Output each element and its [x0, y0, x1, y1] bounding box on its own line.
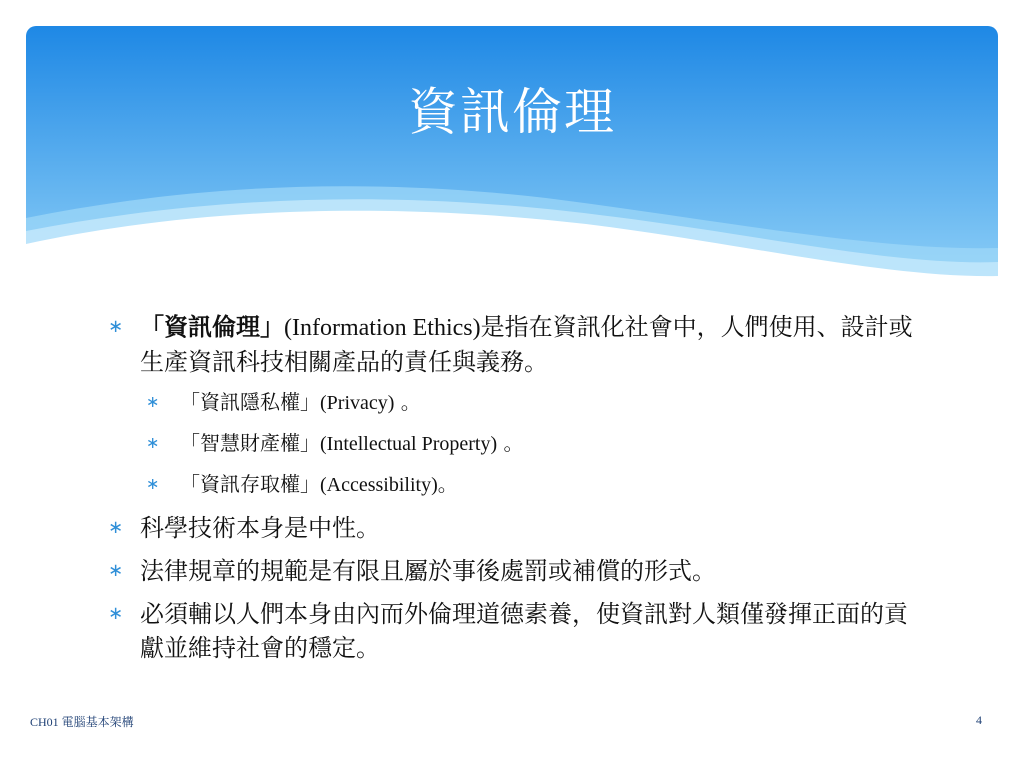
bullet-item — [108, 470, 928, 499]
footer-chapter: CH01 電腦基本架構 — [30, 715, 134, 729]
bullet-text: 是指在資訊化社會中，人們使用、設計或生產資訊科技相關產品的責任與義務。 — [140, 313, 913, 376]
wave-background — [26, 26, 998, 286]
page-number: 4 — [976, 713, 982, 727]
asterisk-bullet-icon: ∗ — [108, 517, 124, 538]
bullet-text: (Privacy) — [320, 392, 395, 414]
asterisk-bullet-icon: ∗ — [108, 316, 124, 337]
bullet-text: 。 — [497, 431, 524, 455]
bullet-text: 「資訊隱私權」 — [180, 390, 320, 414]
bullet-text: (Intellectual Property) — [320, 433, 498, 455]
bullet-text: 。 — [437, 472, 458, 496]
bullet-text: 「資訊存取權」 — [180, 472, 320, 496]
bullet-text: 法律規章的規範是有限且屬於事後處罰或補償的形式。 — [140, 557, 716, 585]
bullet-item — [108, 511, 928, 545]
title-banner — [26, 26, 998, 286]
sub-bullet-list — [108, 388, 928, 499]
bullet-text: (Accessibility) — [320, 474, 438, 496]
bullet-item — [108, 388, 928, 417]
bullet-item — [108, 597, 928, 665]
bullet-item — [108, 429, 928, 458]
bullet-text: 「智慧財產權」 — [180, 431, 320, 455]
bullet-list — [108, 310, 928, 674]
slide-title: 資訊倫理 — [408, 83, 616, 141]
asterisk-bullet-icon: ∗ — [146, 433, 160, 452]
asterisk-bullet-icon: ∗ — [146, 392, 160, 411]
asterisk-bullet-icon: ∗ — [108, 560, 124, 581]
bullet-item — [108, 310, 928, 379]
bullet-text: 科學技術本身是中性。 — [140, 514, 380, 542]
bullet-text: 。 — [394, 390, 421, 414]
bullet-text: 必須輔以人們本身由內而外倫理道德素養，使資訊對人類僅發揮正面的貢獻並維持社會的穩定。 — [140, 600, 908, 662]
bullet-item — [108, 554, 928, 588]
bullet-text: 「資訊倫理」 — [140, 313, 284, 341]
asterisk-bullet-icon: ∗ — [108, 603, 124, 624]
asterisk-bullet-icon: ∗ — [146, 474, 160, 493]
bullet-text: (Information Ethics) — [284, 315, 481, 341]
